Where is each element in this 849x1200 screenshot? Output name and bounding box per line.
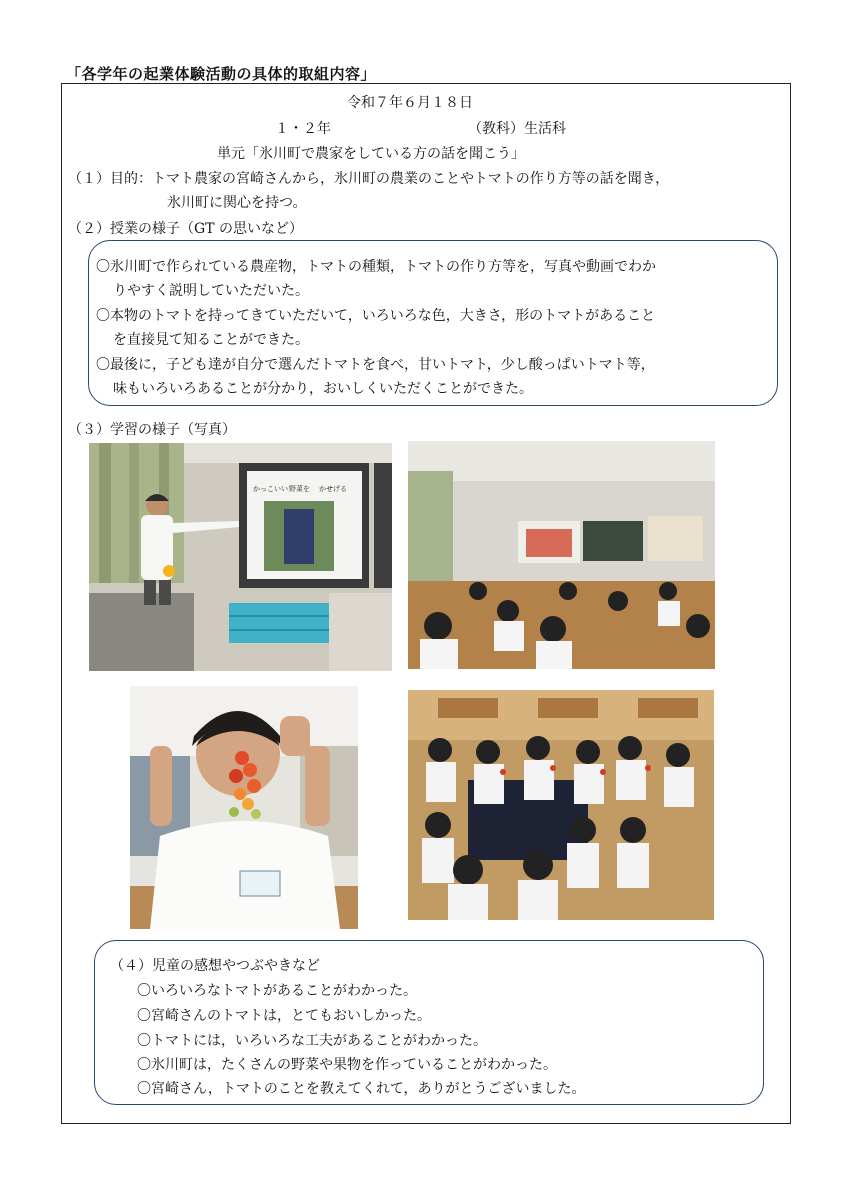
impressions-section-title: （４）児童の感想やつぶやきなど bbox=[110, 958, 320, 974]
subject: （教科）生活科 bbox=[468, 121, 566, 137]
lesson-note-line: 〇本物のトマトを持ってきていただいて，いろいろな色，大きさ，形のトマトがあること bbox=[96, 308, 656, 324]
lesson-note-line: 〇最後に，子ども達が自分で選んだトマトを食べ，甘いトマト，少し酸っぱいトマト等， bbox=[96, 357, 655, 373]
purpose-line-1: （１）目的：トマト農家の宮崎さんから，氷川町の農業のことやトマトの作り方等の話を聞き， bbox=[68, 171, 670, 187]
photo-classroom bbox=[408, 441, 715, 669]
photos-section-title: （３）学習の様子（写真） bbox=[68, 422, 236, 438]
slide-text: 野菜を bbox=[289, 485, 310, 493]
date: 令和７年６月１８日 bbox=[347, 95, 473, 111]
photo-children-tasting bbox=[408, 690, 714, 920]
lesson-note-line: 味もいろいろあることが分かり，おいしくいただくことができた。 bbox=[113, 381, 533, 397]
unit-title: 単元「氷川町で農家をしている方の話を聞こう」 bbox=[217, 146, 525, 162]
lesson-note-line: を直接見て知ることができた。 bbox=[113, 332, 309, 348]
photo-presenter bbox=[89, 443, 392, 671]
lesson-section-title: （２）授業の様子（GT の思いなど） bbox=[68, 221, 303, 237]
purpose-line-2: 氷川町に関心を持つ。 bbox=[167, 195, 307, 211]
slide-text: かせげる bbox=[319, 485, 347, 493]
lesson-note-line: りやすく説明していただいた。 bbox=[113, 283, 309, 299]
document-heading: 「各学年の起業体験活動の具体的取組内容」 bbox=[66, 65, 377, 83]
photo-child-with-tomatoes bbox=[130, 686, 358, 929]
impression-item: 〇いろいろなトマトがあることがわかった。 bbox=[137, 983, 417, 999]
slide-text: かっこいい bbox=[253, 485, 288, 493]
lesson-note-line: 〇氷川町で作られている農産物，トマトの種類，トマトの作り方等を，写真や動画でわか bbox=[96, 259, 656, 275]
grade: １・２年 bbox=[275, 121, 331, 137]
impression-item: 〇宮崎さん，トマトのことを教えてくれて，ありがとうございました。 bbox=[137, 1081, 586, 1097]
impression-item: 〇宮崎さんのトマトは，とてもおいしかった。 bbox=[137, 1008, 431, 1024]
impression-item: 〇トマトには，いろいろな工夫があることがわかった。 bbox=[137, 1033, 487, 1049]
impression-item: 〇氷川町は，たくさんの野菜や果物を作っていることがわかった。 bbox=[137, 1057, 557, 1073]
